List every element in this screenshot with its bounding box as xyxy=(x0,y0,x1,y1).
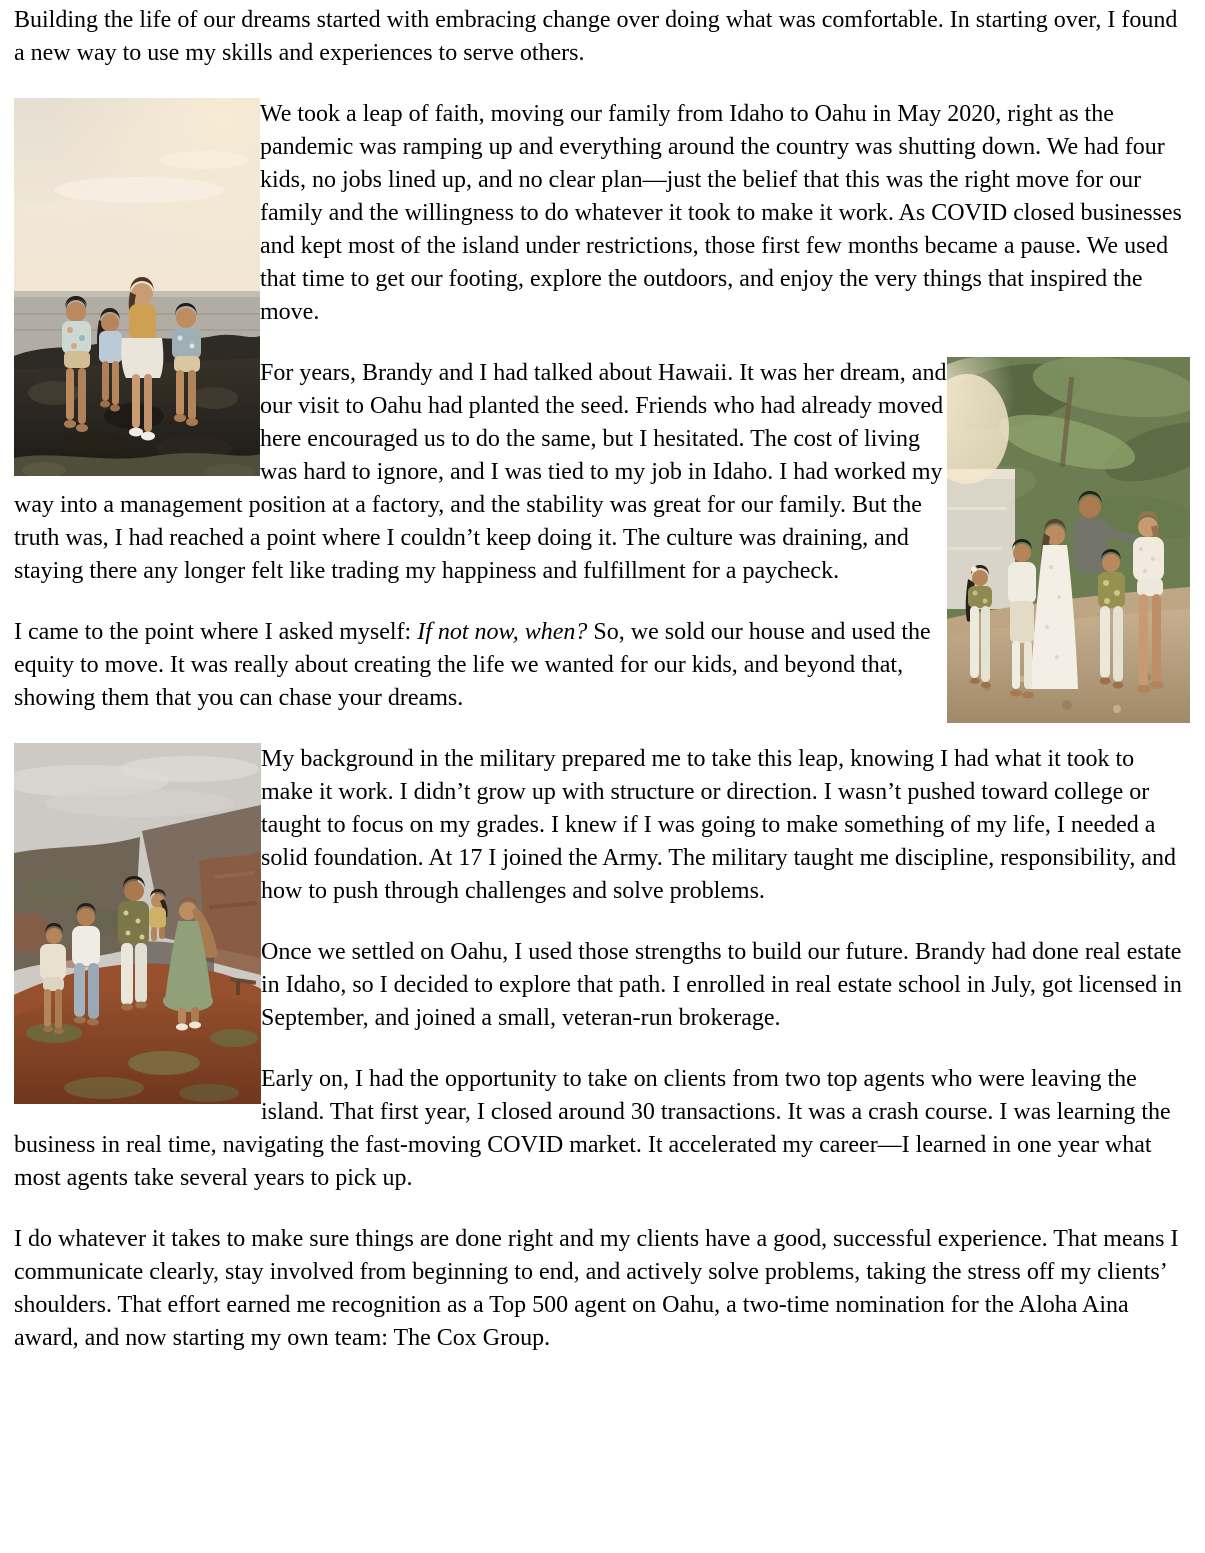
photo-kids-on-rocks-sunset xyxy=(14,98,260,476)
paragraph-6: Once we settled on Oahu, I used those strengths to build our future. Brandy had done real estate in Idaho, so I decided to explore that path. I enrolled in real estate school in July, got licensed in September, and joined a small, veteran-run brokerage. xyxy=(261,939,1182,1031)
paragraph-4-continuation: So, we sold our house and used the equity to move. It was really about creating the life we wanted for our kids, and beyond that, showing them that you can chase your dreams. xyxy=(14,619,931,711)
italic-phrase: If not now, when? xyxy=(417,619,588,645)
kids-sunset-illustration xyxy=(14,98,260,476)
paragraph-2: We took a leap of faith, moving our family from Idaho to Oahu in May 2020, right as the pandemic was ramping up and everything around the country was shutting down. We had four kids, no jobs lined up, and no clear plan—just the belief that this was the right move for our family and the willingness to do whatever it took to make it work. As COVID closed businesses and kept most of the island under restrictions, those first few months became a pause. We used that time to get our footing, explore the outdoors, and enjoy the very things that inspired the move. xyxy=(260,101,1182,325)
paragraph-7: Early on, I had the opportunity to take on clients from two top agents who were leaving the island. That first year, I closed around 30 transactions. It was a crash course. I was learning the business in real time, navigating the fast-moving COVID market. It accelerated my career—I learned in one year what most agents take several years to pick up. xyxy=(14,1066,1171,1191)
photo-family-canyon-overlook xyxy=(14,743,261,1104)
paragraph-3: For years, Brandy and I had talked about Hawaii. It was her dream, and our visit to Oahu had planted the seed. Friends who had already moved here encouraged us to do the same, but I hesitated. The cost of living was hard to ignore, and I was tied to my job in Idaho. I had worked my way into a management position at a factory, and the stability was great for our family. But the truth was, I had reached a point where I couldn’t keep doing it. The culture was draining, and staying there any longer felt like trading my happiness and fulfillment for a paycheck. xyxy=(14,360,947,584)
paragraph-4-text: I came to the point where I asked myself: xyxy=(14,619,418,645)
paragraph-1: Building the life of our dreams started with embracing change over doing what was comfortable. In starting over, I found a new way to use my skills and experiences to serve others. xyxy=(14,7,1178,66)
paragraph-8: I do whatever it takes to make sure things are done right and my clients have a good, successful experience. That means I communicate clearly, stay involved from beginning to end, and actively solve problems, taking the stress off my clients’ shoulders. That effort earned me recognition as a Top 500 agent on Oahu, a two-time nomination for the Aloha Aina award, and now starting my own team: The Cox Group. xyxy=(14,1226,1179,1351)
photo-family-beach-palms xyxy=(947,357,1190,723)
beach-family-illustration xyxy=(947,357,1190,723)
canyon-family-illustration xyxy=(14,743,261,1104)
paragraph-5: My background in the military prepared me to take this leap, knowing I had what it took to make it work. I didn’t grow up with structure or direction. I wasn’t pushed toward college or taught to focus on my grades. I knew if I was going to make something of my life, I needed a solid foundation. At 17 I joined the Army. The military taught me discipline, responsibility, and how to push through challenges and solve problems. xyxy=(261,746,1176,904)
